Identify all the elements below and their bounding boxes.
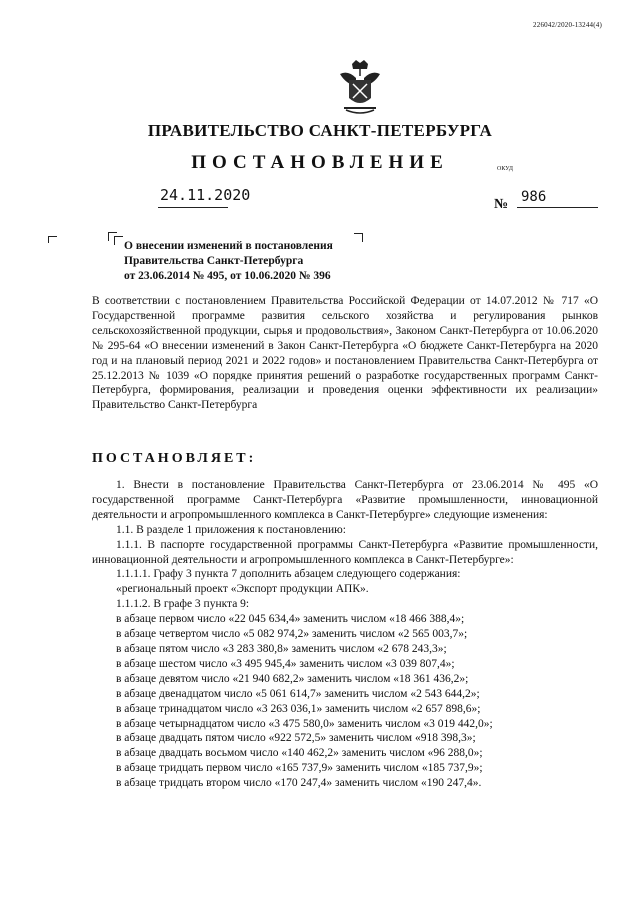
- clause-1-1-1-1: 1.1.1.1. Графу 3 пункта 7 дополнить абзацем следующего содержания:: [116, 568, 461, 581]
- amendment-item: в абзаце шестом число «3 495 945,4» заменить числом «3 039 807,4»;: [116, 657, 455, 670]
- number-sign: №: [494, 197, 509, 212]
- amendment-item: в абзаце четвертом число «5 082 974,2» заменить числом «2 565 003,7»;: [116, 628, 468, 641]
- document-date: 24.11.2020: [160, 186, 251, 204]
- regional-project-text: «региональный проект «Экспорт продукции АПК».: [116, 583, 369, 596]
- resolves-heading: ПОСТАНОВЛЯЕТ:: [92, 451, 257, 466]
- amendment-item: в абзаце четырнадцатом число «3 475 580,0» заменить числом «3 019 442,0»;: [116, 717, 493, 730]
- amendment-item: в абзаце тридцать первом число «165 737,9» заменить числом «185 737,9»;: [116, 762, 483, 775]
- document-title: [124, 239, 424, 283]
- amendment-item: в абзаце тридцать втором число «170 247,4» заменить числом «190 247,4».: [116, 777, 482, 790]
- title-bracket-left-inner: [114, 236, 123, 245]
- clause-1-1-1: 1.1.1. В паспорте государственной программы Санкт-Петербурга «Развитие промышленности, инновационной деятельности и агропромышленного комплекса в Санкт-Петербурге»:: [92, 538, 598, 566]
- title-line-3: от 23.06.2014 № 495, от 10.06.2020 № 396: [124, 269, 331, 282]
- document-type: ПОСТАНОВЛЕНИЕ: [191, 152, 449, 173]
- government-name: ПРАВИТЕЛЬСТВО САНКТ-ПЕТЕРБУРГА: [147, 121, 493, 140]
- okud-label: ОКУД: [497, 166, 513, 172]
- document-body: [92, 478, 598, 791]
- amendment-item: в абзаце первом число «22 045 634,4» заменить числом «18 466 388,4»;: [116, 613, 465, 626]
- corner-mark-left: [48, 236, 57, 243]
- title-line-2: Правительства Санкт-Петербурга: [124, 254, 304, 267]
- number-underline: [517, 207, 598, 208]
- document-number: 986: [521, 189, 547, 205]
- amendment-item: в абзаце двенадцатом число «5 061 614,7» заменить числом «2 543 644,2»;: [116, 687, 480, 700]
- clause-1-1-1-2: 1.1.1.2. В графе 3 пункта 9:: [116, 598, 250, 611]
- amendment-item: в абзаце двадцать восьмом число «140 462,2» заменить числом «96 288,0»;: [116, 747, 483, 760]
- clause-1-1: 1.1. В разделе 1 приложения к постановлению:: [116, 523, 346, 536]
- saint-petersburg-coat-of-arms-icon: [334, 58, 386, 118]
- title-line-1: О внесении изменений в постановления: [124, 240, 333, 252]
- amendment-item: в абзаце пятом число «3 283 380,8» заменить числом «2 678 243,3»;: [116, 642, 447, 655]
- preamble: В соответствии с постановлением Правительства Российской Федерации от 14.07.2012 № 717 «О Государственной программе развития сельского хозяйства и регулирования рынков сельскохозяйственной продукции, сырья и продовольствия», Законом Санкт-Петербурга от 10.06.2020 № 295-64 «О внесении изменений в Закон Санкт-Петербурга «О бюджете Санкт-Петербурга на 2020 год и на плановый период 2021 и 2022 годов» и постановлением Правительства Санкт-Петербурга от 25.12.2013 № 1039 «О порядке принятия решений о разработке государственных программ Санкт-Петербурга, формирования, реализации и проведения оценки эффективности их реализации» Правительство Санкт-Петербурга: [92, 295, 598, 412]
- amendment-item: в абзаце двадцать пятом число «922 572,5» заменить числом «918 398,3»;: [116, 732, 476, 745]
- document-id: 226042/2020-13244(4): [533, 21, 602, 29]
- amendment-item: в абзаце тринадцатом число «3 263 036,1» заменить числом «2 657 898,6»;: [116, 702, 481, 715]
- amendment-item: в абзаце девятом число «21 940 682,2» заменить числом «18 361 436,2»;: [116, 672, 469, 685]
- clause-1: 1. Внести в постановление Правительства Санкт-Петербурга от 23.06.2014 № 495 «О государственной программе Санкт-Петербурга «Развитие промышленности, инновационной деятельности и агропромышленного комплекса в Санкт-Петербурге» следующие изменения:: [92, 479, 598, 521]
- date-underline: [158, 207, 228, 208]
